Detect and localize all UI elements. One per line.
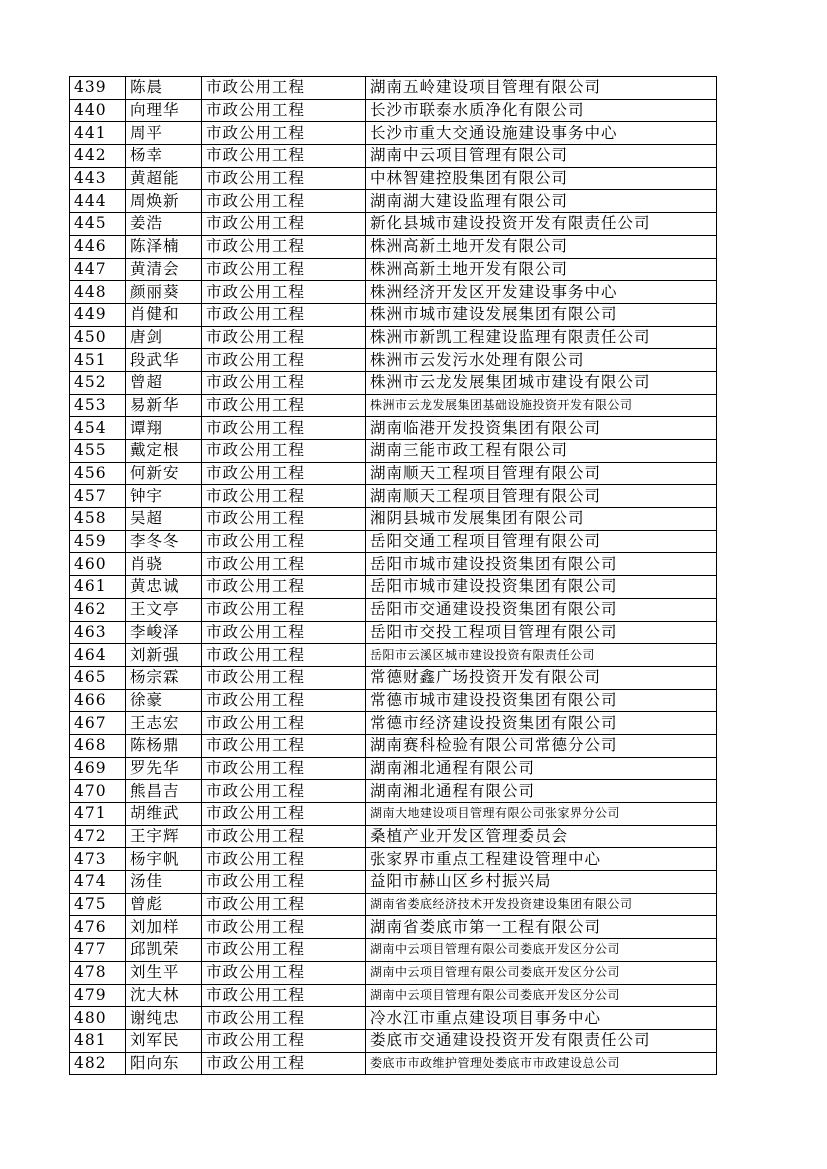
- specialty-cell: 市政公用工程: [202, 485, 366, 508]
- row-number-cell: 450: [70, 326, 126, 349]
- specialty-cell: 市政公用工程: [202, 803, 366, 826]
- row-number-cell: 448: [70, 281, 126, 304]
- organization-cell: 湖南五岭建设项目管理有限公司: [366, 77, 717, 100]
- table-row: [70, 961, 717, 984]
- organization-cell: 益阳市赫山区乡村振兴局: [366, 871, 717, 894]
- row-number-cell: 458: [70, 508, 126, 531]
- organization-cell: 湖南湖大建设监理有限公司: [366, 190, 717, 213]
- row-number-cell: 468: [70, 734, 126, 757]
- specialty-cell: 市政公用工程: [202, 916, 366, 939]
- specialty-cell: 市政公用工程: [202, 258, 366, 281]
- person-name-cell: 黄超能: [126, 167, 202, 190]
- row-number-cell: 478: [70, 961, 126, 984]
- table-row: [70, 757, 717, 780]
- person-name-cell: 王文亭: [126, 598, 202, 621]
- row-number-cell: 464: [70, 644, 126, 667]
- specialty-cell: 市政公用工程: [202, 598, 366, 621]
- person-name-cell: 黄忠诚: [126, 576, 202, 599]
- table-row: [70, 893, 717, 916]
- specialty-cell: 市政公用工程: [202, 712, 366, 735]
- specialty-cell: 市政公用工程: [202, 145, 366, 168]
- row-number-cell: 452: [70, 371, 126, 394]
- specialty-cell: 市政公用工程: [202, 281, 366, 304]
- person-name-cell: 姜浩: [126, 213, 202, 236]
- person-name-cell: 唐剑: [126, 326, 202, 349]
- specialty-cell: 市政公用工程: [202, 326, 366, 349]
- row-number-cell: 463: [70, 621, 126, 644]
- specialty-cell: 市政公用工程: [202, 644, 366, 667]
- specialty-cell: 市政公用工程: [202, 666, 366, 689]
- organization-cell: 长沙市联泰水质净化有限公司: [366, 99, 717, 122]
- person-name-cell: 王宇辉: [126, 825, 202, 848]
- row-number-cell: 453: [70, 394, 126, 417]
- row-number-cell: 466: [70, 689, 126, 712]
- person-name-cell: 刘加样: [126, 916, 202, 939]
- row-number-cell: 475: [70, 893, 126, 916]
- specialty-cell: 市政公用工程: [202, 77, 366, 100]
- row-number-cell: 457: [70, 485, 126, 508]
- person-name-cell: 邱凯荣: [126, 939, 202, 962]
- person-name-cell: 陈杨鼎: [126, 734, 202, 757]
- specialty-cell: 市政公用工程: [202, 508, 366, 531]
- row-number-cell: 442: [70, 145, 126, 168]
- person-name-cell: 刘新强: [126, 644, 202, 667]
- person-name-cell: 肖健和: [126, 303, 202, 326]
- table-row: [70, 712, 717, 735]
- specialty-cell: 市政公用工程: [202, 961, 366, 984]
- row-number-cell: 472: [70, 825, 126, 848]
- table-row: [70, 984, 717, 1007]
- table-row: [70, 1029, 717, 1052]
- organization-cell: 岳阳交通工程项目管理有限公司: [366, 530, 717, 553]
- row-number-cell: 460: [70, 553, 126, 576]
- person-name-cell: 徐豪: [126, 689, 202, 712]
- organization-cell: 岳阳市交投工程项目管理有限公司: [366, 621, 717, 644]
- organization-cell: 湖南三能市政工程有限公司: [366, 440, 717, 463]
- specialty-cell: 市政公用工程: [202, 780, 366, 803]
- organization-cell: 新化县城市建设投资开发有限责任公司: [366, 213, 717, 236]
- row-number-cell: 447: [70, 258, 126, 281]
- organization-cell: 株洲高新土地开发有限公司: [366, 258, 717, 281]
- organization-cell: 株洲市云发污水处理有限公司: [366, 349, 717, 372]
- table-row: [70, 326, 717, 349]
- specialty-cell: 市政公用工程: [202, 757, 366, 780]
- table-row: [70, 145, 717, 168]
- organization-cell: 湖南顺天工程项目管理有限公司: [366, 485, 717, 508]
- person-name-cell: 刘生平: [126, 961, 202, 984]
- row-number-cell: 462: [70, 598, 126, 621]
- table-row: [70, 462, 717, 485]
- specialty-cell: 市政公用工程: [202, 1052, 366, 1075]
- row-number-cell: 451: [70, 349, 126, 372]
- specialty-cell: 市政公用工程: [202, 984, 366, 1007]
- person-name-cell: 易新华: [126, 394, 202, 417]
- person-name-cell: 汤佳: [126, 871, 202, 894]
- organization-cell: 湖南赛科检验有限公司常德分公司: [366, 734, 717, 757]
- row-number-cell: 477: [70, 939, 126, 962]
- table-row: [70, 122, 717, 145]
- organization-cell: 岳阳市云溪区城市建设投资有限责任公司: [366, 644, 717, 667]
- specialty-cell: 市政公用工程: [202, 213, 366, 236]
- table-row: [70, 508, 717, 531]
- table-row: [70, 825, 717, 848]
- organization-cell: 常德市城市建设投资集团有限公司: [366, 689, 717, 712]
- row-number-cell: 440: [70, 99, 126, 122]
- person-name-cell: 周平: [126, 122, 202, 145]
- table-row: [70, 77, 717, 100]
- organization-cell: 株洲高新土地开发有限公司: [366, 235, 717, 258]
- person-name-cell: 戴定根: [126, 440, 202, 463]
- table-row: [70, 666, 717, 689]
- organization-cell: 湖南临港开发投资集团有限公司: [366, 417, 717, 440]
- person-name-cell: 段武华: [126, 349, 202, 372]
- table-row: [70, 689, 717, 712]
- row-number-cell: 470: [70, 780, 126, 803]
- specialty-cell: 市政公用工程: [202, 825, 366, 848]
- person-name-cell: 黄清会: [126, 258, 202, 281]
- row-number-cell: 443: [70, 167, 126, 190]
- specialty-cell: 市政公用工程: [202, 394, 366, 417]
- person-name-cell: 曾彪: [126, 893, 202, 916]
- organization-cell: 湖南顺天工程项目管理有限公司: [366, 462, 717, 485]
- row-number-cell: 465: [70, 666, 126, 689]
- table-row: [70, 598, 717, 621]
- person-name-cell: 周焕新: [126, 190, 202, 213]
- person-name-cell: 向理华: [126, 99, 202, 122]
- table-row: [70, 167, 717, 190]
- organization-cell: 湘阴县城市发展集团有限公司: [366, 508, 717, 531]
- organization-cell: 常德财鑫广场投资开发有限公司: [366, 666, 717, 689]
- table-row: [70, 303, 717, 326]
- table-row: [70, 576, 717, 599]
- table-row: [70, 371, 717, 394]
- person-name-cell: 吴超: [126, 508, 202, 531]
- table-row: [70, 871, 717, 894]
- specialty-cell: 市政公用工程: [202, 939, 366, 962]
- specialty-cell: 市政公用工程: [202, 1029, 366, 1052]
- row-number-cell: 474: [70, 871, 126, 894]
- organization-cell: 湖南中云项目管理有限公司: [366, 145, 717, 168]
- table-row: [70, 734, 717, 757]
- organization-cell: 株洲市云龙发展集团基础设施投资开发有限公司: [366, 394, 717, 417]
- person-name-cell: 陈晨: [126, 77, 202, 100]
- organization-cell: 冷水江市重点建设项目事务中心: [366, 1007, 717, 1030]
- specialty-cell: 市政公用工程: [202, 462, 366, 485]
- specialty-cell: 市政公用工程: [202, 621, 366, 644]
- specialty-cell: 市政公用工程: [202, 734, 366, 757]
- row-number-cell: 461: [70, 576, 126, 599]
- specialty-cell: 市政公用工程: [202, 190, 366, 213]
- table-row: [70, 644, 717, 667]
- specialty-cell: 市政公用工程: [202, 871, 366, 894]
- person-name-cell: 阳向东: [126, 1052, 202, 1075]
- specialty-cell: 市政公用工程: [202, 167, 366, 190]
- specialty-cell: 市政公用工程: [202, 440, 366, 463]
- organization-cell: 湖南省娄底经济技术开发投资建设集团有限公司: [366, 893, 717, 916]
- person-name-cell: 李冬冬: [126, 530, 202, 553]
- table-row: [70, 916, 717, 939]
- specialty-cell: 市政公用工程: [202, 303, 366, 326]
- person-name-cell: 何新安: [126, 462, 202, 485]
- row-number-cell: 455: [70, 440, 126, 463]
- person-name-cell: 李峻泽: [126, 621, 202, 644]
- table-row: [70, 530, 717, 553]
- organization-cell: 常德市经济建设投资集团有限公司: [366, 712, 717, 735]
- table-row: [70, 349, 717, 372]
- row-number-cell: 476: [70, 916, 126, 939]
- person-name-cell: 曾超: [126, 371, 202, 394]
- table-row: [70, 213, 717, 236]
- specialty-cell: 市政公用工程: [202, 576, 366, 599]
- person-name-cell: 杨幸: [126, 145, 202, 168]
- organization-cell: 岳阳市城市建设投资集团有限公司: [366, 576, 717, 599]
- table-row: [70, 394, 717, 417]
- specialty-cell: 市政公用工程: [202, 893, 366, 916]
- person-name-cell: 颜丽葵: [126, 281, 202, 304]
- row-number-cell: 446: [70, 235, 126, 258]
- organization-cell: 湖南大地建设项目管理有限公司张家界分公司: [366, 803, 717, 826]
- specialty-cell: 市政公用工程: [202, 99, 366, 122]
- specialty-cell: 市政公用工程: [202, 530, 366, 553]
- organization-cell: 株洲经济开发区开发建设事务中心: [366, 281, 717, 304]
- table-row: [70, 258, 717, 281]
- organization-cell: 中林智建控股集团有限公司: [366, 167, 717, 190]
- row-number-cell: 469: [70, 757, 126, 780]
- roster-body: [70, 77, 717, 1075]
- organization-cell: 湖南湘北通程有限公司: [366, 757, 717, 780]
- organization-cell: 湖南中云项目管理有限公司娄底开发区分公司: [366, 984, 717, 1007]
- organization-cell: 张家界市重点工程建设管理中心: [366, 848, 717, 871]
- row-number-cell: 467: [70, 712, 126, 735]
- organization-cell: 岳阳市城市建设投资集团有限公司: [366, 553, 717, 576]
- table-row: [70, 417, 717, 440]
- specialty-cell: 市政公用工程: [202, 235, 366, 258]
- specialty-cell: 市政公用工程: [202, 349, 366, 372]
- table-row: [70, 553, 717, 576]
- table-row: [70, 803, 717, 826]
- organization-cell: 株洲市城市建设发展集团有限公司: [366, 303, 717, 326]
- row-number-cell: 444: [70, 190, 126, 213]
- table-row: [70, 621, 717, 644]
- person-name-cell: 罗先华: [126, 757, 202, 780]
- person-name-cell: 王志宏: [126, 712, 202, 735]
- person-name-cell: 钟宇: [126, 485, 202, 508]
- organization-cell: 娄底市市政维护管理处娄底市市政建设总公司: [366, 1052, 717, 1075]
- row-number-cell: 456: [70, 462, 126, 485]
- specialty-cell: 市政公用工程: [202, 689, 366, 712]
- organization-cell: 湖南中云项目管理有限公司娄底开发区分公司: [366, 939, 717, 962]
- person-name-cell: 熊昌吉: [126, 780, 202, 803]
- row-number-cell: 454: [70, 417, 126, 440]
- row-number-cell: 441: [70, 122, 126, 145]
- row-number-cell: 449: [70, 303, 126, 326]
- person-name-cell: 陈泽楠: [126, 235, 202, 258]
- organization-cell: 株洲市新凯工程建设监理有限责任公司: [366, 326, 717, 349]
- specialty-cell: 市政公用工程: [202, 122, 366, 145]
- row-number-cell: 482: [70, 1052, 126, 1075]
- organization-cell: 湖南省娄底市第一工程有限公司: [366, 916, 717, 939]
- organization-cell: 株洲市云龙发展集团城市建设有限公司: [366, 371, 717, 394]
- person-name-cell: 肖骁: [126, 553, 202, 576]
- row-number-cell: 445: [70, 213, 126, 236]
- specialty-cell: 市政公用工程: [202, 417, 366, 440]
- person-name-cell: 胡维武: [126, 803, 202, 826]
- row-number-cell: 481: [70, 1029, 126, 1052]
- table-row: [70, 780, 717, 803]
- organization-cell: 娄底市交通建设投资开发有限责任公司: [366, 1029, 717, 1052]
- table-row: [70, 939, 717, 962]
- row-number-cell: 439: [70, 77, 126, 100]
- row-number-cell: 479: [70, 984, 126, 1007]
- roster-table: [69, 76, 717, 1075]
- specialty-cell: 市政公用工程: [202, 371, 366, 394]
- person-name-cell: 刘军民: [126, 1029, 202, 1052]
- person-name-cell: 杨宗霖: [126, 666, 202, 689]
- organization-cell: 湖南中云项目管理有限公司娄底开发区分公司: [366, 961, 717, 984]
- table-row: [70, 485, 717, 508]
- organization-cell: 湖南湘北通程有限公司: [366, 780, 717, 803]
- person-name-cell: 谢纯忠: [126, 1007, 202, 1030]
- person-name-cell: 杨宇帆: [126, 848, 202, 871]
- table-row: [70, 440, 717, 463]
- row-number-cell: 473: [70, 848, 126, 871]
- specialty-cell: 市政公用工程: [202, 1007, 366, 1030]
- row-number-cell: 480: [70, 1007, 126, 1030]
- table-row: [70, 1007, 717, 1030]
- organization-cell: 岳阳市交通建设投资集团有限公司: [366, 598, 717, 621]
- table-row: [70, 1052, 717, 1075]
- table-row: [70, 281, 717, 304]
- table-row: [70, 99, 717, 122]
- row-number-cell: 459: [70, 530, 126, 553]
- person-name-cell: 沈大林: [126, 984, 202, 1007]
- organization-cell: 长沙市重大交通设施建设事务中心: [366, 122, 717, 145]
- specialty-cell: 市政公用工程: [202, 553, 366, 576]
- specialty-cell: 市政公用工程: [202, 848, 366, 871]
- table-row: [70, 190, 717, 213]
- person-name-cell: 谭翔: [126, 417, 202, 440]
- table-row: [70, 235, 717, 258]
- row-number-cell: 471: [70, 803, 126, 826]
- table-row: [70, 848, 717, 871]
- organization-cell: 桑植产业开发区管理委员会: [366, 825, 717, 848]
